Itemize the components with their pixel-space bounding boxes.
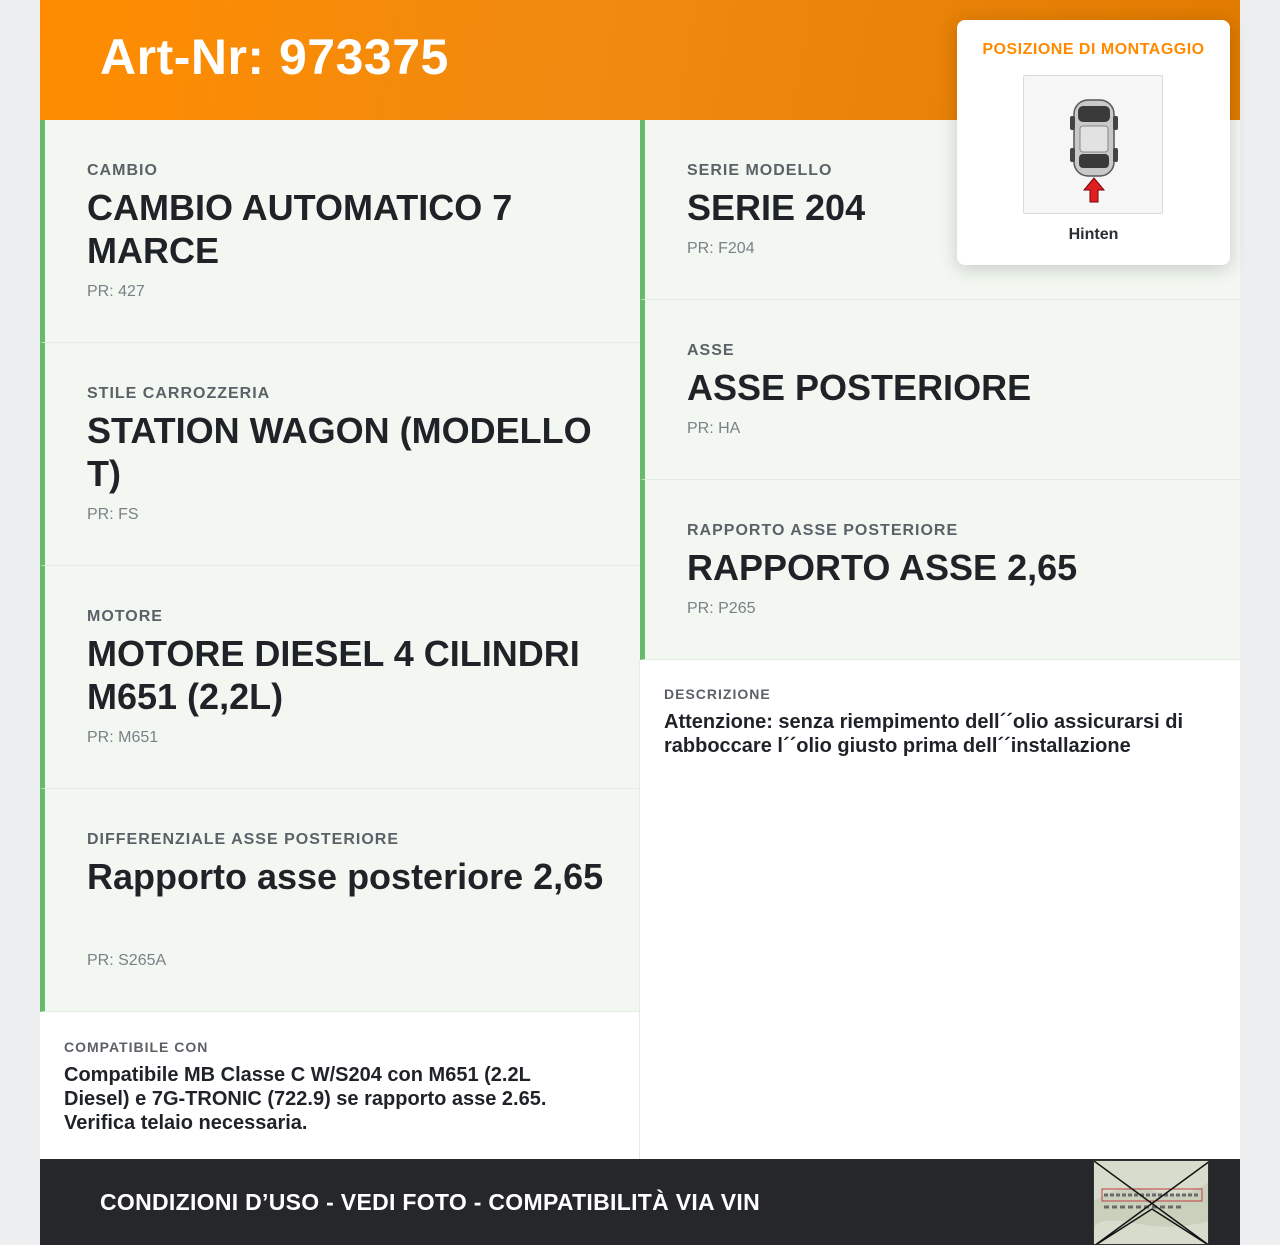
description-section (664, 686, 1214, 758)
compatibility-section (64, 1039, 594, 1135)
spec-label: SERIE MODELLO (687, 162, 833, 179)
product-page (40, 0, 1240, 1245)
article-number-title: Art-Nr: 973375 (100, 29, 449, 85)
compatibility-label: COMPATIBILE CON (64, 1039, 209, 1055)
spec-pr-code: PR: P265 (687, 600, 756, 617)
car-rear-arrow-icon (1023, 75, 1163, 214)
spec-label: MOTORE (87, 608, 163, 625)
label-photo-thumbnail[interactable] (1093, 1160, 1209, 1245)
spec-pr-code: PR: F204 (687, 240, 755, 257)
spec-value: SERIE 204 (687, 187, 866, 228)
spec-card-cambio (40, 120, 640, 343)
mount-position-title: POSIZIONE DI MONTAGGIO (982, 41, 1205, 58)
spec-value: Rapporto asse posteriore 2,65 (87, 856, 604, 897)
mount-position-panel (957, 20, 1230, 265)
spec-label: DIFFERENZIALE ASSE POSTERIORE (87, 831, 399, 848)
spec-card-asse (640, 300, 1240, 480)
compatibility-text: Compatibile MB Classe C W/S204 con M651 (2.2L Diesel) e 7G-TRONIC (722.9) se rapporto asse 2.65. Verifica telaio necessaria. (64, 1064, 547, 1134)
spec-label: STILE CARROZZERIA (87, 385, 271, 402)
spec-pr-code: PR: S265A (87, 952, 167, 969)
spec-value: ASSE POSTERIORE (687, 367, 1032, 408)
footer-bar (40, 1159, 1240, 1245)
footer-text: CONDIZIONI D’USO - VEDI FOTO - COMPATIBILITÀ VIA VIN (100, 1189, 761, 1215)
description-text: Attenzione: senza riempimento dell´´olio assicurarsi di rabboccare l´´olio giusto prima dell´´installazione (664, 711, 1183, 757)
spec-value: STATION WAGON (MODELLO T) (87, 410, 592, 494)
left-column (40, 120, 640, 1012)
spec-card-rapporto (640, 480, 1240, 660)
spec-card-motore (40, 566, 640, 789)
column-divider (639, 660, 640, 1160)
mount-position-caption: Hinten (1068, 226, 1119, 243)
spec-value: CAMBIO AUTOMATICO 7 MARCE (87, 187, 513, 271)
spec-label: ASSE (687, 342, 735, 359)
spec-pr-code: PR: FS (87, 506, 139, 523)
spec-value: MOTORE DIESEL 4 CILINDRI M651 (2,2L) (87, 633, 580, 717)
spec-value: RAPPORTO ASSE 2,65 (687, 547, 1078, 588)
spec-card-differenziale (40, 789, 640, 1012)
spec-pr-code: PR: M651 (87, 729, 159, 746)
description-label: DESCRIZIONE (664, 686, 771, 702)
spec-label: CAMBIO (87, 162, 158, 179)
spec-card-carrozzeria (40, 343, 640, 566)
spec-label: RAPPORTO ASSE POSTERIORE (687, 522, 959, 539)
spec-pr-code: PR: HA (687, 420, 741, 437)
spec-pr-code: PR: 427 (87, 283, 145, 300)
